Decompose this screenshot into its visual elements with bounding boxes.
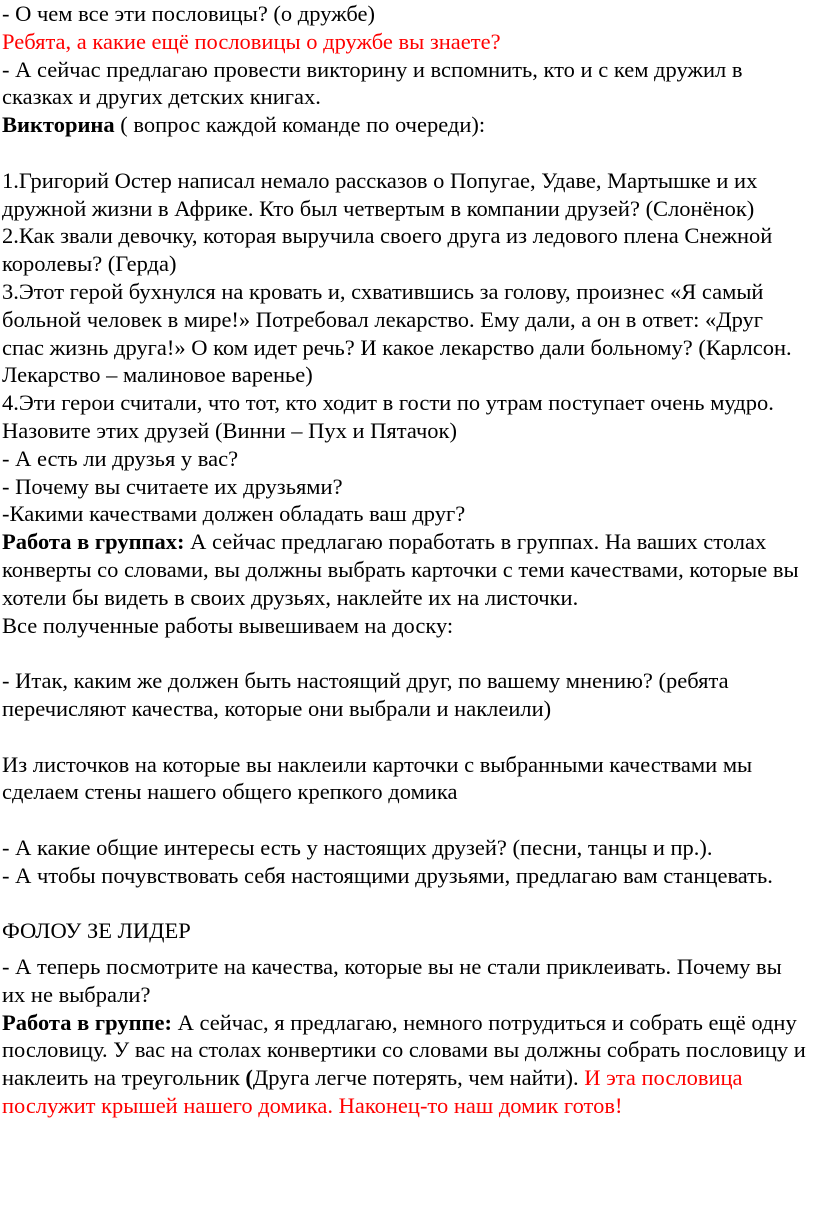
blank-line	[2, 723, 808, 751]
quiz-instruction: ( вопрос каждой команде по очереди):	[114, 112, 486, 138]
paragraph-follow-leader: ФОЛОУ ЗЕ ЛИДЕР	[2, 918, 191, 944]
group-proverb-final: И эта пословица послужит крышей нашего домика. Наконец-то наш домик готов!	[2, 1065, 743, 1119]
paragraph-unused-qualities: - А теперь посмотрите на качества, которые вы не стали приклеивать. Почему вы их не выбрали?	[2, 954, 782, 1007]
group-proverb-answer: Друга легче потерять, чем найти).	[252, 1065, 585, 1091]
paragraph-red-question: Ребята, а какие ещё пословицы о дружбе вы знаете?	[2, 28, 501, 54]
paragraph-proverbs-question: - О чем все эти пословицы? (о дружбе)	[2, 1, 376, 26]
paragraph-why-friends: - Почему вы считаете их друзьями?	[2, 473, 343, 499]
quiz-question-2: 2.Как звали девочку, которая выручила своего друга из ледового плена Снежной королевы? (Герда)	[2, 223, 773, 277]
group-proverb-paren: (	[245, 1065, 253, 1091]
paragraph-house-walls: Из листочков на которые вы наклеили карточки с выбранными качествами мы сделаем стены нашего общего крепкого домика	[2, 751, 753, 805]
blank-line	[2, 890, 808, 918]
paragraph-quiz-heading	[2, 111, 808, 139]
group-work-text: А сейчас предлагаю поработать в группах. На ваших столах конверты со словами, вы должны выбрать карточки с теми качествами, которые вы хотели бы видеть в своих друзьях, наклейте их на листочки.	[2, 529, 799, 610]
blank-line	[2, 139, 808, 167]
paragraph-group-work	[2, 528, 808, 611]
quiz-question-1: 1.Григорий Остер написал немало рассказов о Попугае, Удаве, Мартышке и их дружной жизни в Африке. Кто был четвертым в компании друзей? (Слонёнок)	[2, 167, 758, 221]
paragraph-quiz-intro: - А сейчас предлагаю провести викторину и вспомнить, кто и с кем дружил в сказках и других детских книгах.	[2, 56, 743, 110]
quiz-question-4: 4.Эти герои считали, что тот, кто ходит в гости по утрам поступает очень мудро. Назовите этих друзей (Винни – Пух и Пятачок)	[2, 390, 774, 443]
paragraph-dance: - А чтобы почувствовать себя настоящими друзьями, предлагаю вам станцевать.	[2, 862, 773, 888]
blank-line	[2, 639, 808, 667]
group-proverb-label: Работа в группе:	[2, 1009, 172, 1035]
blank-line	[2, 806, 808, 834]
group-proverb-text: А сейчас, я предлагаю, немного потрудиться и собрать ещё одну пословицу. У вас на столах конвертики со словами вы должны собрать пословицу и наклеить на треугольник	[2, 1009, 806, 1091]
paragraph-board: Все полученные работы вывешиваем на доску:	[2, 612, 454, 638]
paragraph-friends-question: - А есть ли друзья у вас?	[2, 445, 239, 471]
quiz-label: Викторина	[2, 112, 115, 138]
paragraph-qualities-question: -Какими качествами должен обладать ваш друг?	[2, 501, 466, 527]
quiz-question-3: 3.Этот герой бухнулся на кровать и, схватившись за голову, произнес «Я самый больной человек в мире!» Потребовал лекарство. Ему дали, а он в ответ: «Друг спас жизнь друга!» О ком идет речь? И какое лекарство дали больному? (Карлсон. Лекарство – малиновое варенье)	[2, 278, 792, 388]
spacer	[2, 945, 808, 953]
paragraph-common-interests: - А какие общие интересы есть у настоящих друзей? (песни, танцы и пр.).	[2, 834, 713, 860]
group-work-label: Работа в группах:	[2, 529, 185, 555]
paragraph-true-friend: - Итак, каким же должен быть настоящий друг, по вашему мнению? (ребята перечисляют качества, которые они выбрали и наклеили)	[2, 668, 729, 721]
paragraph-group-proverb	[2, 1009, 808, 1120]
